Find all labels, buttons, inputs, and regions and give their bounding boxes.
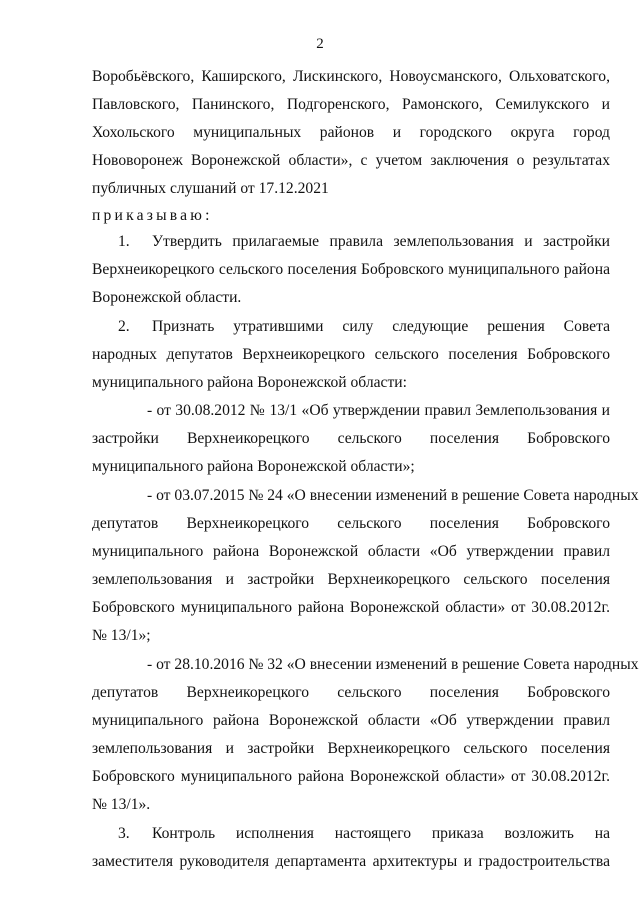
text-line: муниципального района Воронежской области «Об утверждении правил <box>92 543 610 560</box>
item-2 <box>118 318 610 336</box>
text-line: землепользования и застройки Верхнеикорецкого сельского поселения <box>92 571 610 588</box>
item-text: Контроль исполнения настоящего приказа возложить на <box>152 825 610 842</box>
text-line: муниципального района Воронежской области: <box>92 374 407 391</box>
text-line: публичных слушаний от 17.12.2021 <box>92 180 329 197</box>
item-1 <box>118 233 610 251</box>
text-line: № 13/1»; <box>92 627 151 644</box>
text-line: застройки Верхнеикорецкого сельского поселения Бобровского <box>92 430 610 447</box>
text-line: народных депутатов Верхнеикорецкого сельского поселения Бобровского <box>92 346 610 363</box>
item-number: 2. <box>118 318 130 335</box>
item-3 <box>118 825 610 843</box>
text-line: Верхнеикорецкого сельского поселения Бобровского муниципального района <box>92 261 610 278</box>
text-line: депутатов Верхнеикорецкого сельского поселения Бобровского <box>92 684 610 701</box>
order-keyword: приказываю: <box>92 207 213 224</box>
text-line: Воробьёвского, Каширского, Лискинского, Новоусманского, Ольховатского, <box>92 68 610 85</box>
list-item: - от 30.08.2012 № 13/1 «Об утверждении правил Землепользования и <box>147 402 610 419</box>
text-line: муниципального района Воронежской области»; <box>92 458 415 475</box>
list-item: - от 03.07.2015 № 24 «О внесении изменений в решение Совета народных <box>147 487 639 504</box>
text-line: Бобровского муниципального района Воронежской области» от 30.08.2012г. <box>92 599 610 616</box>
page-number: 2 <box>316 36 324 52</box>
text-line: депутатов Верхнеикорецкого сельского поселения Бобровского <box>92 515 610 532</box>
text-line: Хохольского муниципальных районов и городского округа город <box>92 124 610 141</box>
item-number: 3. <box>118 825 130 842</box>
text-line: № 13/1». <box>92 796 151 813</box>
text-line: Бобровского муниципального района Воронежской области» от 30.08.2012г. <box>92 768 610 785</box>
text-line: землепользования и застройки Верхнеикорецкого сельского поселения <box>92 740 610 757</box>
item-text: Утвердить прилагаемые правила землепользования и застройки <box>152 233 610 250</box>
text-line: муниципального района Воронежской области «Об утверждении правил <box>92 712 610 729</box>
text-line: Павловского, Панинского, Подгоренского, Рамонского, Семилукского и <box>92 96 610 113</box>
text-line: Воронежской области. <box>92 289 242 306</box>
list-item: - от 28.10.2016 № 32 «О внесении изменений в решение Совета народных <box>147 656 639 673</box>
item-number: 1. <box>118 233 130 250</box>
item-text: Признать утратившими силу следующие решения Совета <box>152 318 610 335</box>
text-line: Нововоронеж Воронежской области», с учетом заключения о результатах <box>92 152 610 169</box>
text-line: заместителя руководителя департамента архитектуры и градостроительства <box>92 853 610 870</box>
